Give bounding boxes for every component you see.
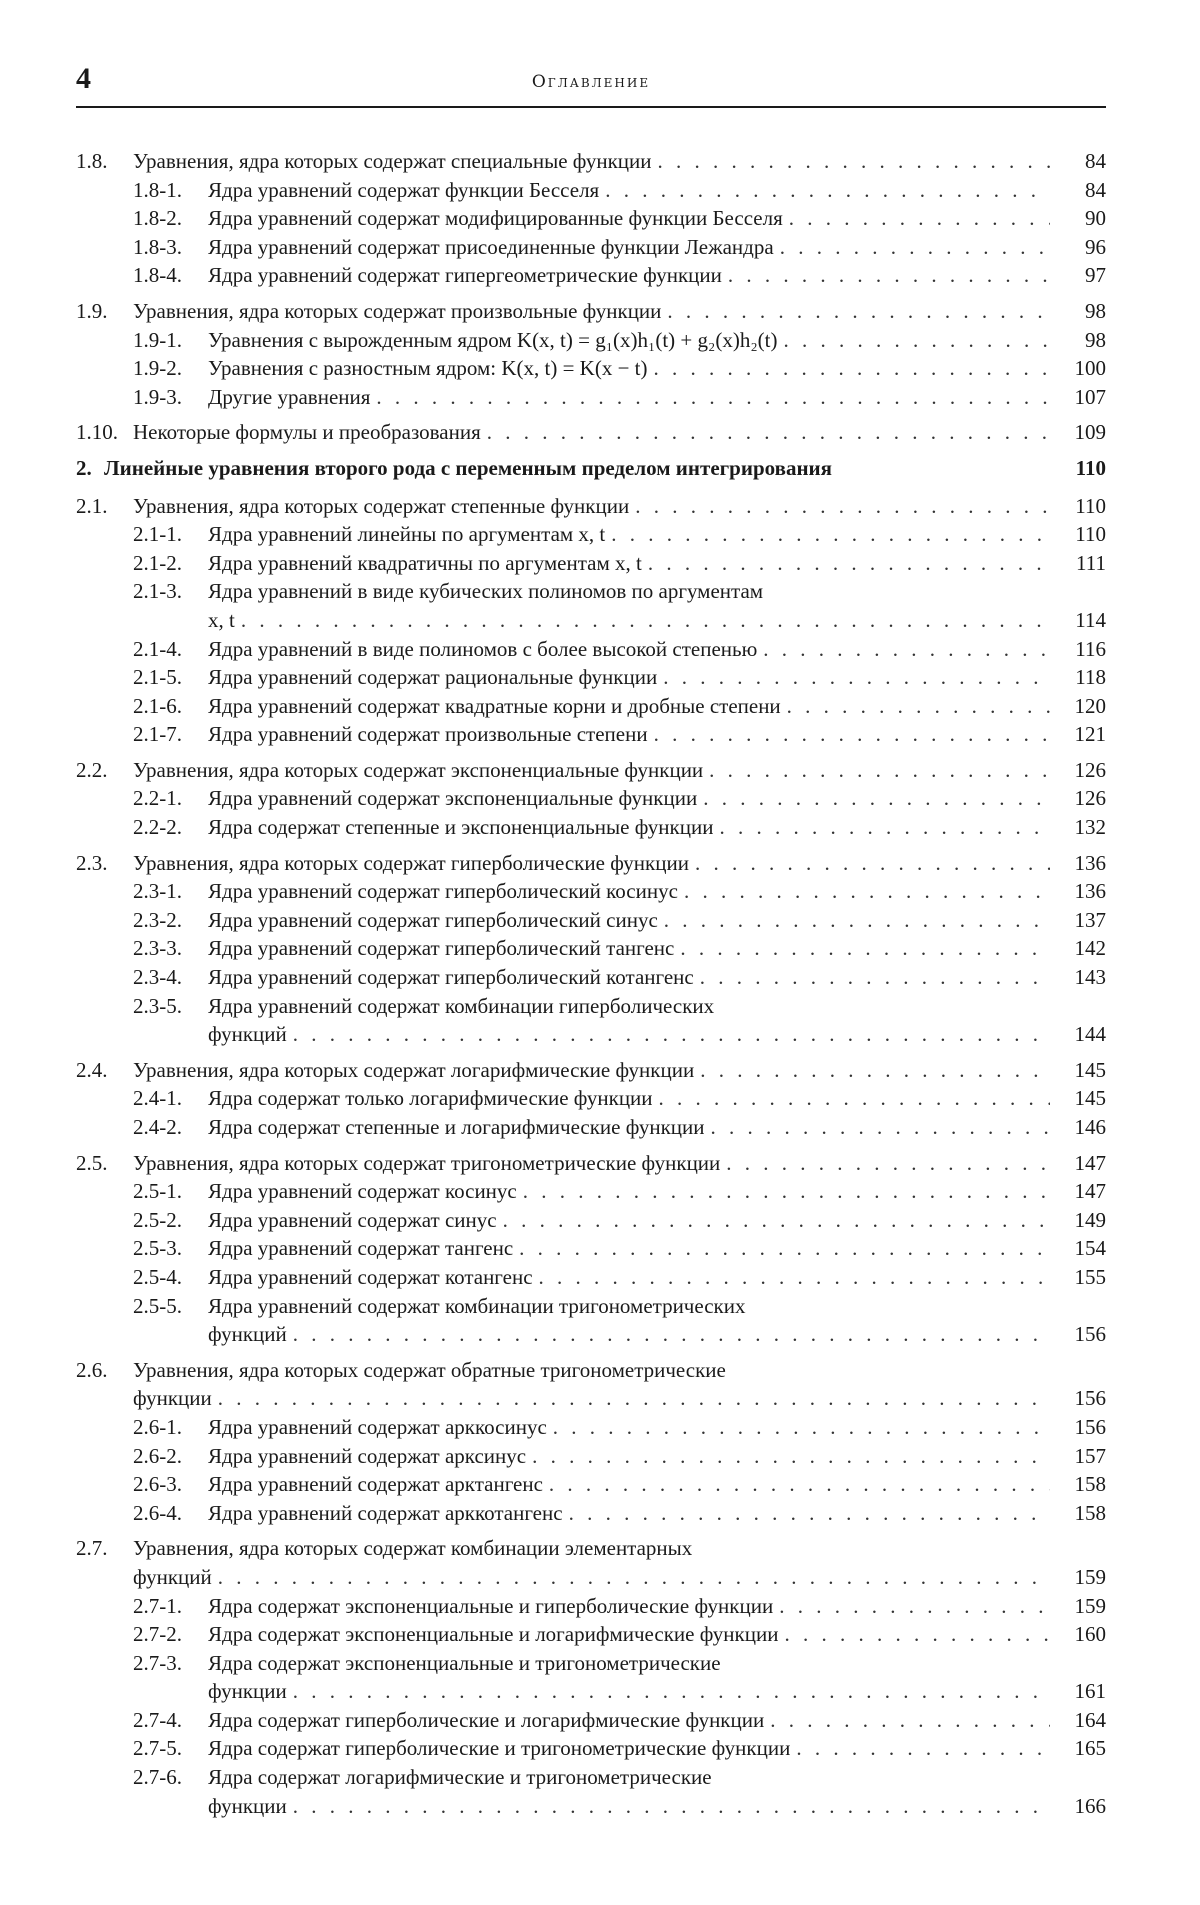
leader-dots (770, 1706, 1050, 1735)
toc-entry-title: Ядра уравнений содержат комбинации гиперболических (208, 993, 715, 1018)
leader-dots (569, 1499, 1050, 1528)
toc-entry-number: 1.8-3. (133, 234, 182, 259)
toc-entry-title: Ядра уравнений в виде полиномов с более высокой степенью (208, 636, 758, 661)
toc-entry-continuation (76, 1320, 1106, 1349)
toc-entry-title: Ядра содержат гиперболические и логарифмические функции (208, 1707, 765, 1732)
section-block (76, 492, 1106, 749)
toc-entry-page: 161 (1074, 1679, 1106, 1704)
toc-entry-title: Ядра уравнений содержат модифицированные функции Бесселя (208, 206, 783, 231)
toc-entry-continuation (76, 1020, 1106, 1049)
leader-dots (787, 692, 1050, 721)
toc-entry (76, 418, 1106, 447)
toc-entry-page: 109 (1074, 420, 1106, 445)
toc-entry-number: 2.1. (76, 493, 108, 518)
toc-entry-title: Уравнения, ядра которых содержат комбинации элементарных (133, 1536, 693, 1561)
toc-entry-title: Ядра уравнений содержат арккосинус (208, 1414, 547, 1439)
toc-entry-number: 2.6-2. (133, 1443, 182, 1468)
section-block (76, 297, 1106, 411)
toc-entry-title: Линейные уравнения второго рода с переменным пределом интегрирования (104, 455, 833, 480)
toc-entry-page: 164 (1074, 1707, 1106, 1732)
toc-entry-title: Ядра уравнений содержат арккотангенс (208, 1500, 563, 1525)
leader-dots (663, 663, 1050, 692)
toc-entry-number: 2.6. (76, 1357, 108, 1382)
toc-entry-page: 84 (1085, 149, 1106, 173)
toc-entry-page: 110 (1075, 522, 1106, 547)
toc-entry (76, 1499, 1106, 1528)
toc-entry-title: Ядра уравнений содержат тангенс (208, 1236, 514, 1261)
toc-entry-page: 147 (1074, 1150, 1106, 1175)
toc-entry (76, 204, 1106, 233)
toc-entry-page: 149 (1074, 1207, 1106, 1232)
toc-entry (76, 1706, 1106, 1735)
toc-entry-page: 121 (1074, 722, 1106, 747)
toc-entry-title: Уравнения, ядра которых содержат произвольные функции (133, 298, 662, 323)
toc-entry (76, 233, 1106, 262)
toc-entry-page: 136 (1074, 850, 1106, 875)
toc-entry-page: 100 (1074, 356, 1106, 381)
toc-entry-title: Ядра уравнений квадратичны по аргументам x, t (208, 550, 642, 575)
toc-entry-title: Уравнения, ядра которых содержат специальные функции (133, 149, 652, 173)
toc-entry-title: Ядра уравнений содержат гипергеометрические функции (208, 263, 722, 288)
toc-entry-page: 159 (1074, 1593, 1106, 1618)
toc-entry-page: 98 (1085, 298, 1106, 323)
toc-entry (76, 1620, 1106, 1649)
leader-dots (659, 1084, 1050, 1113)
toc-entry-title: Ядра содержат экспоненциальные и тригонометрические (208, 1650, 721, 1675)
toc-entry-page: 145 (1074, 1086, 1106, 1111)
toc-entry-number: 2.5. (76, 1150, 108, 1175)
leader-dots (726, 1149, 1050, 1178)
section-block (76, 1356, 1106, 1528)
toc-entry-title-continued: функций (133, 1564, 212, 1589)
leader-dots (783, 326, 1050, 355)
toc-entry-title: Уравнения, ядра которых содержат гиперболические функции (133, 850, 689, 875)
leader-dots (684, 877, 1050, 906)
leader-dots (680, 934, 1050, 963)
leader-dots (605, 176, 1050, 205)
toc-entry-number: 2.6-4. (133, 1500, 182, 1525)
toc-entry-title: Уравнения, ядра которых содержат логарифмические функции (133, 1057, 695, 1082)
section-block (76, 1056, 1106, 1142)
toc-entry-page: 155 (1074, 1264, 1106, 1289)
toc-entry-title: Другие уравнения (208, 384, 371, 409)
toc-entry-continuation (76, 606, 1106, 635)
toc-entry-number: 2.2-2. (133, 815, 182, 840)
toc-entry-number: 2.2-1. (133, 786, 182, 811)
toc-entry-page: 90 (1085, 206, 1106, 231)
leader-dots (549, 1470, 1050, 1499)
toc-entry-number: 2.1-5. (133, 665, 182, 690)
toc-entry (76, 1234, 1106, 1263)
leader-dots (532, 1442, 1050, 1471)
toc-entry (76, 877, 1106, 906)
toc-entry-title: Ядра уравнений линейны по аргументам x, t (208, 522, 606, 547)
toc-entry (76, 326, 1106, 355)
toc-entry (76, 261, 1106, 290)
toc-entry-title: Ядра уравнений содержат присоединенные функции Лежандра (208, 234, 774, 259)
toc-entry (76, 577, 1106, 606)
toc-entry-page: 147 (1074, 1179, 1106, 1204)
section-block (76, 147, 1106, 290)
chapter-block (76, 454, 1106, 483)
toc-entry-number: 2. (76, 455, 92, 480)
toc-entry (76, 1534, 1106, 1563)
toc-entry-number: 2.1-4. (133, 636, 182, 661)
toc-entry-title: Ядра уравнений содержат гиперболический синус (208, 907, 658, 932)
leader-dots (695, 849, 1050, 878)
page-header (76, 62, 1106, 108)
leader-dots (293, 1677, 1050, 1706)
toc-entry-number: 2.5-4. (133, 1264, 182, 1289)
toc-entry-number: 2.4. (76, 1057, 108, 1082)
toc-entry-number: 2.3-1. (133, 879, 182, 904)
toc-entry-title: Ядра уравнений содержат произвольные степени (208, 722, 648, 747)
toc-entry-number: 1.9. (76, 298, 108, 323)
leader-dots (728, 261, 1050, 290)
leader-dots (703, 784, 1050, 813)
leader-dots (519, 1234, 1050, 1263)
leader-dots (553, 1413, 1050, 1442)
leader-dots (664, 906, 1050, 935)
toc-entry-page: 158 (1074, 1500, 1106, 1525)
toc-entry-page: 118 (1075, 665, 1106, 690)
toc-entry (76, 1442, 1106, 1471)
toc-entry-number: 2.4-2. (133, 1115, 182, 1139)
leader-dots (796, 1734, 1050, 1763)
toc-entry (76, 720, 1106, 749)
toc-entry (76, 963, 1106, 992)
toc-entry-page: 145 (1074, 1057, 1106, 1082)
section-block (76, 756, 1106, 842)
toc-entry (76, 756, 1106, 785)
toc-entry-number: 2.5-2. (133, 1207, 182, 1232)
toc-entry-page: 110 (1075, 493, 1106, 518)
toc-entry-title-continued: функций (208, 1322, 287, 1347)
toc-entry-number: 1.8-1. (133, 177, 182, 202)
toc-entry (76, 1470, 1106, 1499)
toc-entry (76, 1263, 1106, 1292)
leader-dots (658, 147, 1051, 176)
toc-entry-title: Ядра уравнений содержат рациональные функции (208, 665, 658, 690)
toc-entry-page: 137 (1074, 907, 1106, 932)
toc-entry-number: 2.3. (76, 850, 108, 875)
toc-entry-title: Ядра уравнений содержат синус (208, 1207, 497, 1232)
toc-entry (76, 520, 1106, 549)
toc-entry-number: 2.5-1. (133, 1179, 182, 1204)
toc-entry-page: 159 (1074, 1564, 1106, 1589)
toc-entry (76, 1356, 1106, 1385)
toc-entry-page: 126 (1074, 786, 1106, 811)
toc-entry-title: Уравнения с разностным ядром: K(x, t) = K(x − t) (208, 356, 648, 381)
leader-dots (376, 383, 1050, 412)
toc-entry (76, 176, 1106, 205)
toc-entry-number: 2.7-4. (133, 1707, 182, 1732)
toc-entry-number: 2.6-3. (133, 1472, 182, 1497)
toc-entry (76, 1149, 1106, 1178)
toc-entry-number: 1.9-1. (133, 327, 182, 352)
leader-dots (654, 720, 1050, 749)
leader-dots (789, 204, 1050, 233)
toc-entry-title: Ядра содержат экспоненциальные и гиперболические функции (208, 1593, 774, 1618)
toc-entry-page: 143 (1074, 965, 1106, 990)
toc-entry-title: Ядра содержат только логарифмические функции (208, 1086, 653, 1111)
toc-entry-page: 165 (1074, 1736, 1106, 1761)
section-block (76, 418, 1106, 447)
toc-entry (76, 492, 1106, 521)
toc-entry-page: 166 (1074, 1793, 1106, 1818)
toc-entry (76, 934, 1106, 963)
toc-entry-number: 2.3-4. (133, 965, 182, 990)
toc-entry-title: Уравнения, ядра которых содержат тригонометрические функции (133, 1150, 721, 1175)
toc-entry-title: Ядра содержат степенные и экспоненциальные функции (208, 815, 714, 840)
toc-entry-title-continued: функции (133, 1386, 212, 1411)
section-block (76, 1149, 1106, 1349)
toc-entry-continuation (76, 1384, 1106, 1413)
toc-entry-number: 2.5-5. (133, 1293, 182, 1318)
toc-entry-title: Ядра содержат логарифмические и тригонометрические (208, 1765, 712, 1790)
toc-entry-number: 1.9-2. (133, 356, 182, 381)
toc-entry-page: 96 (1085, 234, 1106, 259)
toc-entry (76, 1206, 1106, 1235)
toc-entry-number: 2.7-2. (133, 1622, 182, 1647)
toc-entry (76, 906, 1106, 935)
toc-entry-number: 2.7. (76, 1536, 108, 1561)
toc-entry-number: 1.10. (76, 420, 118, 445)
toc-entry-page: 156 (1074, 1386, 1106, 1411)
toc-entry (76, 1113, 1106, 1142)
leader-dots (667, 297, 1050, 326)
toc-entry-title: Ядра уравнений содержат комбинации тригонометрических (208, 1293, 746, 1318)
toc-entry-page: 144 (1074, 1022, 1106, 1047)
toc-entry-number: 2.1-6. (133, 693, 182, 718)
toc-entry (76, 992, 1106, 1021)
toc-entry (76, 354, 1106, 383)
toc-entry (76, 1084, 1106, 1113)
toc-entry-title: Ядра уравнений содержат арктангенс (208, 1472, 543, 1497)
section-block (76, 849, 1106, 1049)
leader-dots (487, 418, 1050, 447)
leader-dots (648, 549, 1050, 578)
toc-entry-number: 2.1-1. (133, 522, 182, 547)
toc-entry-title-continued: x, t (208, 607, 235, 632)
toc-entry-number: 2.1-3. (133, 579, 182, 604)
leader-dots (635, 492, 1050, 521)
toc-entry-title: Уравнения, ядра которых содержат обратные тригонометрические (133, 1357, 726, 1382)
toc-entry (76, 813, 1106, 842)
toc-entry (76, 297, 1106, 326)
toc-entry-number: 2.2. (76, 757, 108, 782)
toc-entry-page: 126 (1074, 757, 1106, 782)
toc-entry (76, 1292, 1106, 1321)
toc-entry (76, 1177, 1106, 1206)
toc-entry (76, 1763, 1106, 1792)
toc-entry-page: 156 (1074, 1322, 1106, 1347)
leader-dots (241, 606, 1050, 635)
toc-entry-title: Уравнения, ядра которых содержат степенные функции (133, 493, 630, 518)
toc-entry-title: Ядра уравнений в виде кубических полиномов по аргументам (208, 579, 764, 604)
toc-entry-number: 2.7-1. (133, 1593, 182, 1618)
toc-entry-page: 136 (1074, 879, 1106, 904)
toc-entry-page: 116 (1075, 636, 1106, 661)
table-of-contents (76, 147, 1106, 1827)
toc-entry-number: 1.8-4. (133, 263, 182, 288)
leader-dots (719, 813, 1050, 842)
leader-dots (700, 963, 1050, 992)
leader-dots (784, 1620, 1050, 1649)
leader-dots (218, 1384, 1050, 1413)
toc-entry (76, 1592, 1106, 1621)
toc-entry-title: Ядра уравнений содержат косинус (208, 1179, 517, 1204)
toc-entry-page: 146 (1074, 1115, 1106, 1139)
leader-dots (293, 1320, 1050, 1349)
toc-entry (76, 692, 1106, 721)
toc-entry-page: 98 (1085, 327, 1106, 352)
toc-entry-number: 2.6-1. (133, 1414, 182, 1439)
toc-entry-title: Ядра уравнений содержат арксинус (208, 1443, 527, 1468)
toc-entry-continuation (76, 1563, 1106, 1592)
toc-entry-page: 114 (1075, 607, 1106, 632)
toc-entry-title: Ядра уравнений содержат гиперболический тангенс (208, 936, 675, 961)
toc-entry-title: Ядра уравнений содержат квадратные корни и дробные степени (208, 693, 781, 718)
toc-entry-title: Ядра уравнений содержат гиперболический косинус (208, 879, 678, 904)
toc-entry-number: 2.1-2. (133, 550, 182, 575)
toc-entry-page: 158 (1074, 1472, 1106, 1497)
section-block (76, 1534, 1106, 1820)
toc-entry (76, 147, 1106, 176)
toc-entry-number: 2.7-5. (133, 1736, 182, 1761)
leader-dots (218, 1563, 1050, 1592)
toc-entry-page: 142 (1074, 936, 1106, 961)
toc-entry (76, 383, 1106, 412)
toc-entry-title: Уравнения с вырожденным ядром K(x, t) = g₁(x)h₁(t) + g₂(x)h₂(t) (208, 327, 778, 352)
toc-entry (76, 1056, 1106, 1085)
leader-dots (503, 1206, 1050, 1235)
leader-dots (763, 635, 1050, 664)
toc-entry-number: 2.3-2. (133, 907, 182, 932)
toc-entry-page: 97 (1085, 263, 1106, 288)
toc-entry (76, 663, 1106, 692)
toc-entry-title: Ядра содержат степенные и логарифмические функции (208, 1115, 705, 1139)
toc-entry (76, 1649, 1106, 1678)
toc-entry-continuation (76, 1677, 1106, 1706)
toc-entry-page: 107 (1074, 384, 1106, 409)
toc-entry-page: 84 (1085, 177, 1106, 202)
toc-entry-page: 154 (1074, 1236, 1106, 1261)
toc-entry-page: 157 (1074, 1443, 1106, 1468)
toc-entry-title: Ядра содержат экспоненциальные и логарифмические функции (208, 1622, 779, 1647)
leader-dots (293, 1020, 1050, 1049)
toc-entry-title: Ядра содержат гиперболические и тригонометрические функции (208, 1736, 791, 1761)
toc-entry-page: 120 (1074, 693, 1106, 718)
leader-dots (779, 1592, 1050, 1621)
toc-entry (76, 1413, 1106, 1442)
toc-entry-title-continued: функций (208, 1022, 287, 1047)
toc-entry-title: Ядра уравнений содержат функции Бесселя (208, 177, 600, 202)
leader-dots (700, 1056, 1050, 1085)
leader-dots (709, 756, 1050, 785)
toc-entry-number: 2.7-3. (133, 1650, 182, 1675)
toc-entry-title: Некоторые формулы и преобразования (133, 420, 481, 445)
leader-dots (539, 1263, 1050, 1292)
toc-entry-number: 2.5-3. (133, 1236, 182, 1261)
running-head: Оглавление (531, 72, 651, 92)
chapter-entry (76, 454, 1106, 483)
toc-entry-title: Ядра уравнений содержат котангенс (208, 1264, 533, 1289)
leader-dots (654, 354, 1050, 383)
toc-entry-number: 2.3-5. (133, 993, 182, 1018)
toc-entry (76, 784, 1106, 813)
toc-entry-number: 1.9-3. (133, 384, 182, 409)
toc-entry-page: 156 (1074, 1414, 1106, 1439)
toc-entry-number: 2.3-3. (133, 936, 182, 961)
leader-dots (611, 520, 1050, 549)
toc-entry-number: 2.4-1. (133, 1086, 182, 1111)
page-number: 4 (76, 62, 91, 95)
toc-entry-number: 2.7-6. (133, 1765, 182, 1790)
toc-entry-title-continued: функции (208, 1793, 287, 1818)
leader-dots (523, 1177, 1050, 1206)
toc-entry (76, 849, 1106, 878)
leader-dots (710, 1113, 1050, 1142)
toc-entry (76, 1734, 1106, 1763)
toc-entry-number: 2.1-7. (133, 722, 182, 747)
toc-entry-page: 132 (1074, 815, 1106, 840)
toc-entry-page: 111 (1076, 550, 1106, 575)
toc-entry-title: Ядра уравнений содержат гиперболический котангенс (208, 965, 694, 990)
toc-entry-continuation (76, 1792, 1106, 1821)
toc-entry (76, 549, 1106, 578)
toc-entry-number: 1.8. (76, 149, 108, 173)
toc-entry-page: 160 (1074, 1622, 1106, 1647)
toc-entry-number: 1.8-2. (133, 206, 182, 231)
toc-entry (76, 635, 1106, 664)
leader-dots (780, 233, 1050, 262)
toc-entry-page: 110 (1075, 455, 1106, 480)
toc-entry-title-continued: функции (208, 1679, 287, 1704)
toc-entry-title: Уравнения, ядра которых содержат экспоненциальные функции (133, 757, 704, 782)
toc-entry-title: Ядра уравнений содержат экспоненциальные функции (208, 786, 698, 811)
leader-dots (293, 1792, 1050, 1821)
